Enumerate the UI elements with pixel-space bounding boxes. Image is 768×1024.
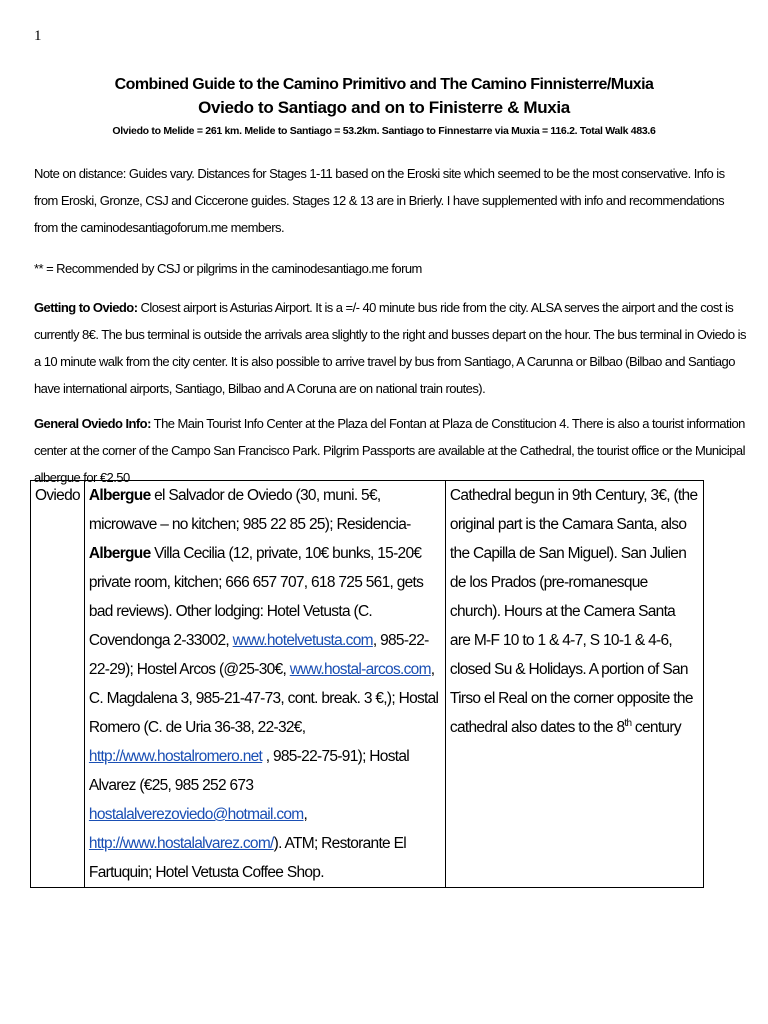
notes-cell xyxy=(445,481,703,888)
lodging-text: , C. Magdalena 3, 985-21-47-73, cont. break. 3 €,); Hostal Romero (C. de Uria 36-38, 22-32€, xyxy=(88,661,439,736)
hostal-alvarez-link[interactable]: http://www.hostalalvarez.com/ xyxy=(88,835,274,852)
town-cell: Oviedo xyxy=(31,481,85,888)
table-row xyxy=(31,481,704,888)
recommended-note: ** = Recommended by CSJ or pilgrims in the caminodesantiago.me forum xyxy=(34,261,422,276)
getting-to-oviedo-heading: Getting to Oviedo: xyxy=(34,300,138,315)
lodging-text: , xyxy=(303,806,308,823)
albergue-label: Albergue xyxy=(88,487,151,504)
lodging-text: , 985-22-22-29); Hostel Arcos (@25-30€, xyxy=(88,632,429,678)
hostal-romero-link[interactable]: http://www.hostalromero.net xyxy=(88,748,263,765)
lodging-text: ). ATM; Restorante El Fartuquin; Hotel Vetusta Coffee Shop. xyxy=(88,835,406,881)
notes-text: Cathedral begun in 9th Century, 3€, (the original part is the Camara Santa, also the Capilla de San Miguel). San Julien de los Prados (pre-romanesque church). Hours at the Camera Santa are M-F 10 to 1 & 4-7, S 10-1 & 4-6, closed Su & Holidays. A portion of San Tirso el Real on the corner opposite the cathedral also dates to the 8 xyxy=(449,487,698,736)
general-info-text: The Main Tourist Info Center at the Plaza del Fontan at Plaza de Constitucion 4. There is also a tourist information center at the corner of the Campo San Francisco Park. Pilgrim Passports are available at the Cathedral, the tourist office or the Municipal albergue for €2.50 xyxy=(34,416,745,485)
distance-summary: Olviedo to Melide = 261 km. Melide to Santiago = 53.2km. Santiago to Finnestarre via Muxia = 116.2. Total Walk 483.6 xyxy=(112,125,656,137)
albergue-label: Albergue xyxy=(88,545,151,562)
hostal-arcos-link[interactable]: www.hostal-arcos.com xyxy=(289,661,431,678)
document-title: Combined Guide to the Camino Primitivo and The Camino Finnisterre/Muxia xyxy=(114,76,654,93)
general-info-paragraph xyxy=(34,410,746,491)
general-info-heading: General Oviedo Info: xyxy=(34,416,151,431)
document-subtitle: Oviedo to Santiago and on to Finisterre & Muxia xyxy=(198,98,570,117)
lodging-text: , 985-22-75-91); Hostal Alvarez (€25, 985 252 673 xyxy=(88,748,410,794)
hotel-vetusta-link[interactable]: www.hotelvetusta.com xyxy=(232,632,373,649)
getting-to-oviedo-text: Closest airport is Asturias Airport. It is a =/- 40 minute bus ride from the city. ALSA serves the airport and the cost is currently 8€. The bus terminal is outside the arrivals area slightly to the right and busses depart on the hour. The bus terminal in Oviedo is a 10 minute walk from the city center. It is also possible to arrive travel by bus from Santiago, A Carunna or Bilbao (Bilbao and Santiago have international airports, Santiago, Bilbao and A Coruna are on national train routes). xyxy=(34,300,746,396)
notes-text: century xyxy=(631,719,681,736)
note-on-distance: Note on distance: Guides vary. Distances for Stages 1-11 based on the Eroski site which seemed to be the most conservative. Info is from Eroski, Gronze, CSJ and Ciccerone guides. Stages 12 & 13 are in Brierly. I have supplemented with info and recommendations from the caminodesantiagoforum.me members. xyxy=(34,166,725,235)
document-header xyxy=(30,74,738,139)
page-number: 1 xyxy=(34,28,42,44)
ordinal-suffix: th xyxy=(624,717,632,729)
getting-to-oviedo-paragraph xyxy=(34,294,746,402)
lodging-text: Villa Cecilia (12, private, 10€ bunks, 15-20€ private room, kitchen; 666 657 707, 618 725 561, gets bad reviews). Other lodging: Hotel Vetusta (C. Covendonga 2-33002, xyxy=(88,545,424,649)
lodging-cell xyxy=(84,481,445,888)
hostal-alvarez-email-link[interactable]: hostalalverezoviedo@hotmail.com xyxy=(88,806,304,823)
lodging-text: el Salvador de Oviedo (30, muni. 5€, microwave – no kitchen; 985 22 85 25); Residencia- xyxy=(88,487,411,533)
stage-table xyxy=(30,480,704,888)
